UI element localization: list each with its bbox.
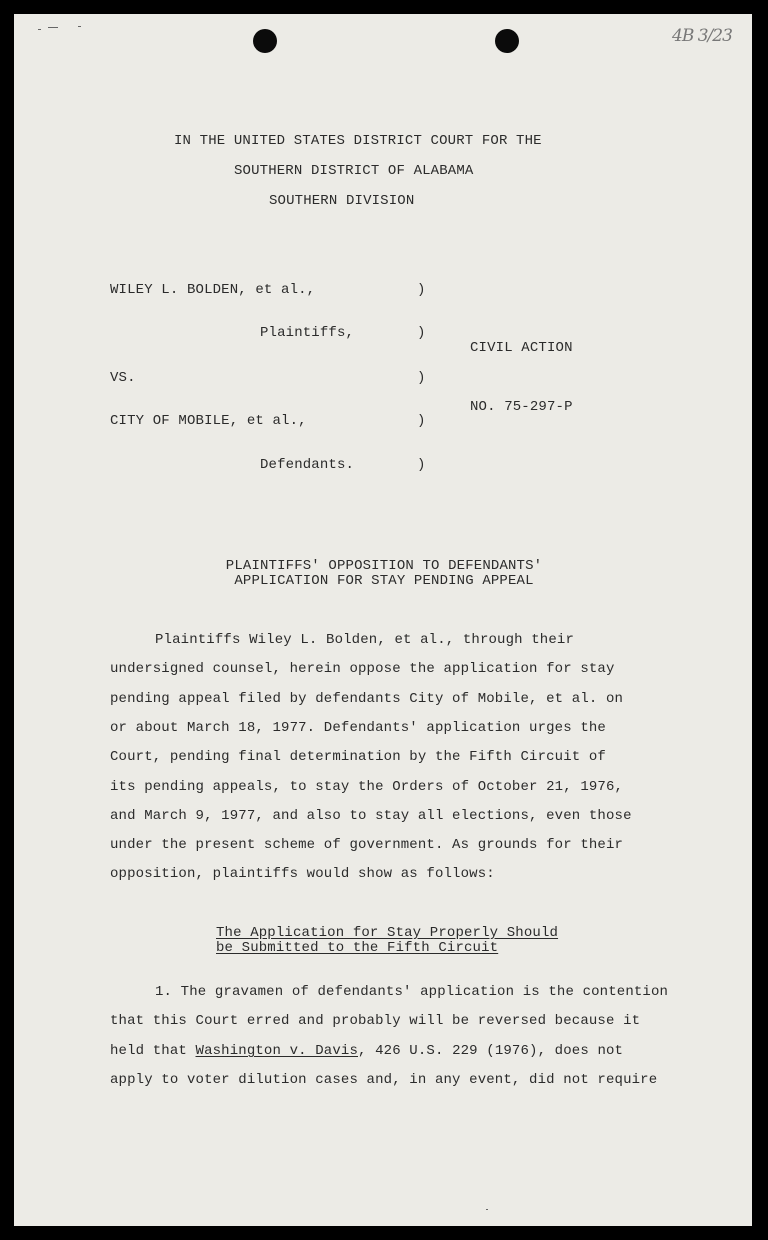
document-title-line2: APPLICATION FOR STAY PENDING APPEAL bbox=[234, 573, 534, 589]
punch-hole-left bbox=[253, 29, 277, 53]
body-line: and March 9, 1977, and also to stay all elections, even those bbox=[110, 808, 632, 824]
body-line: opposition, plaintiffs would show as follows: bbox=[110, 866, 495, 882]
court-heading-line1: IN THE UNITED STATES DISTRICT COURT FOR THE bbox=[174, 133, 542, 149]
caption-bracket: ) bbox=[417, 282, 426, 298]
caption-bracket: ) bbox=[417, 413, 426, 429]
handwritten-note: 4B 3/23 bbox=[672, 26, 732, 46]
caption-bracket: ) bbox=[417, 370, 426, 386]
section-heading-line1: The Application for Stay Properly Should bbox=[216, 925, 559, 941]
body-line: or about March 18, 1977. Defendants' application urges the bbox=[110, 720, 606, 736]
case-citation: Washington v. Davis bbox=[195, 1043, 358, 1059]
plaintiff-role: Plaintiffs, bbox=[260, 325, 355, 341]
court-heading-line3: SOUTHERN DIVISION bbox=[269, 193, 415, 209]
body-line: Plaintiffs Wiley L. Bolden, et al., through their bbox=[155, 632, 575, 648]
body-line: its pending appeals, to stay the Orders of October 21, 1976, bbox=[110, 779, 624, 795]
speck-mark bbox=[78, 26, 81, 27]
paragraph1-line3 bbox=[110, 1043, 623, 1059]
body-line: Court, pending final determination by the Fifth Circuit of bbox=[110, 749, 606, 765]
paragraph1-line3-suffix: , 426 U.S. 229 (1976), does not bbox=[358, 1043, 624, 1059]
body-line: under the present scheme of government. As grounds for their bbox=[110, 837, 624, 853]
caption-bracket: ) bbox=[417, 325, 426, 341]
court-heading-line2: SOUTHERN DISTRICT OF ALABAMA bbox=[234, 163, 474, 179]
speck-mark bbox=[486, 1209, 488, 1210]
plaintiff-name: WILEY L. BOLDEN, et al., bbox=[110, 282, 316, 298]
case-number: NO. 75-297-P bbox=[470, 399, 573, 415]
defendant-name: CITY OF MOBILE, et al., bbox=[110, 413, 307, 429]
paragraph1-line4: apply to voter dilution cases and, in any event, did not require bbox=[110, 1072, 658, 1088]
speck-mark bbox=[48, 27, 58, 28]
paragraph1-line1: 1. The gravamen of defendants' application is the contention bbox=[155, 984, 669, 1000]
paragraph1-line2: that this Court erred and probably will be reversed because it bbox=[110, 1013, 641, 1029]
defendant-role: Defendants. bbox=[260, 457, 355, 473]
section-heading-line2: be Submitted to the Fifth Circuit bbox=[216, 940, 499, 956]
body-line: undersigned counsel, herein oppose the application for stay bbox=[110, 661, 615, 677]
caption-bracket: ) bbox=[417, 457, 426, 473]
body-line: pending appeal filed by defendants City of Mobile, et al. on bbox=[110, 691, 624, 707]
punch-hole-right bbox=[495, 29, 519, 53]
paragraph1-line3-prefix: held that bbox=[110, 1043, 196, 1059]
speck-mark bbox=[38, 29, 41, 30]
civil-action-label: CIVIL ACTION bbox=[470, 340, 573, 356]
document-title-line1: PLAINTIFFS' OPPOSITION TO DEFENDANTS' bbox=[225, 558, 543, 574]
versus-label: VS. bbox=[110, 370, 136, 386]
